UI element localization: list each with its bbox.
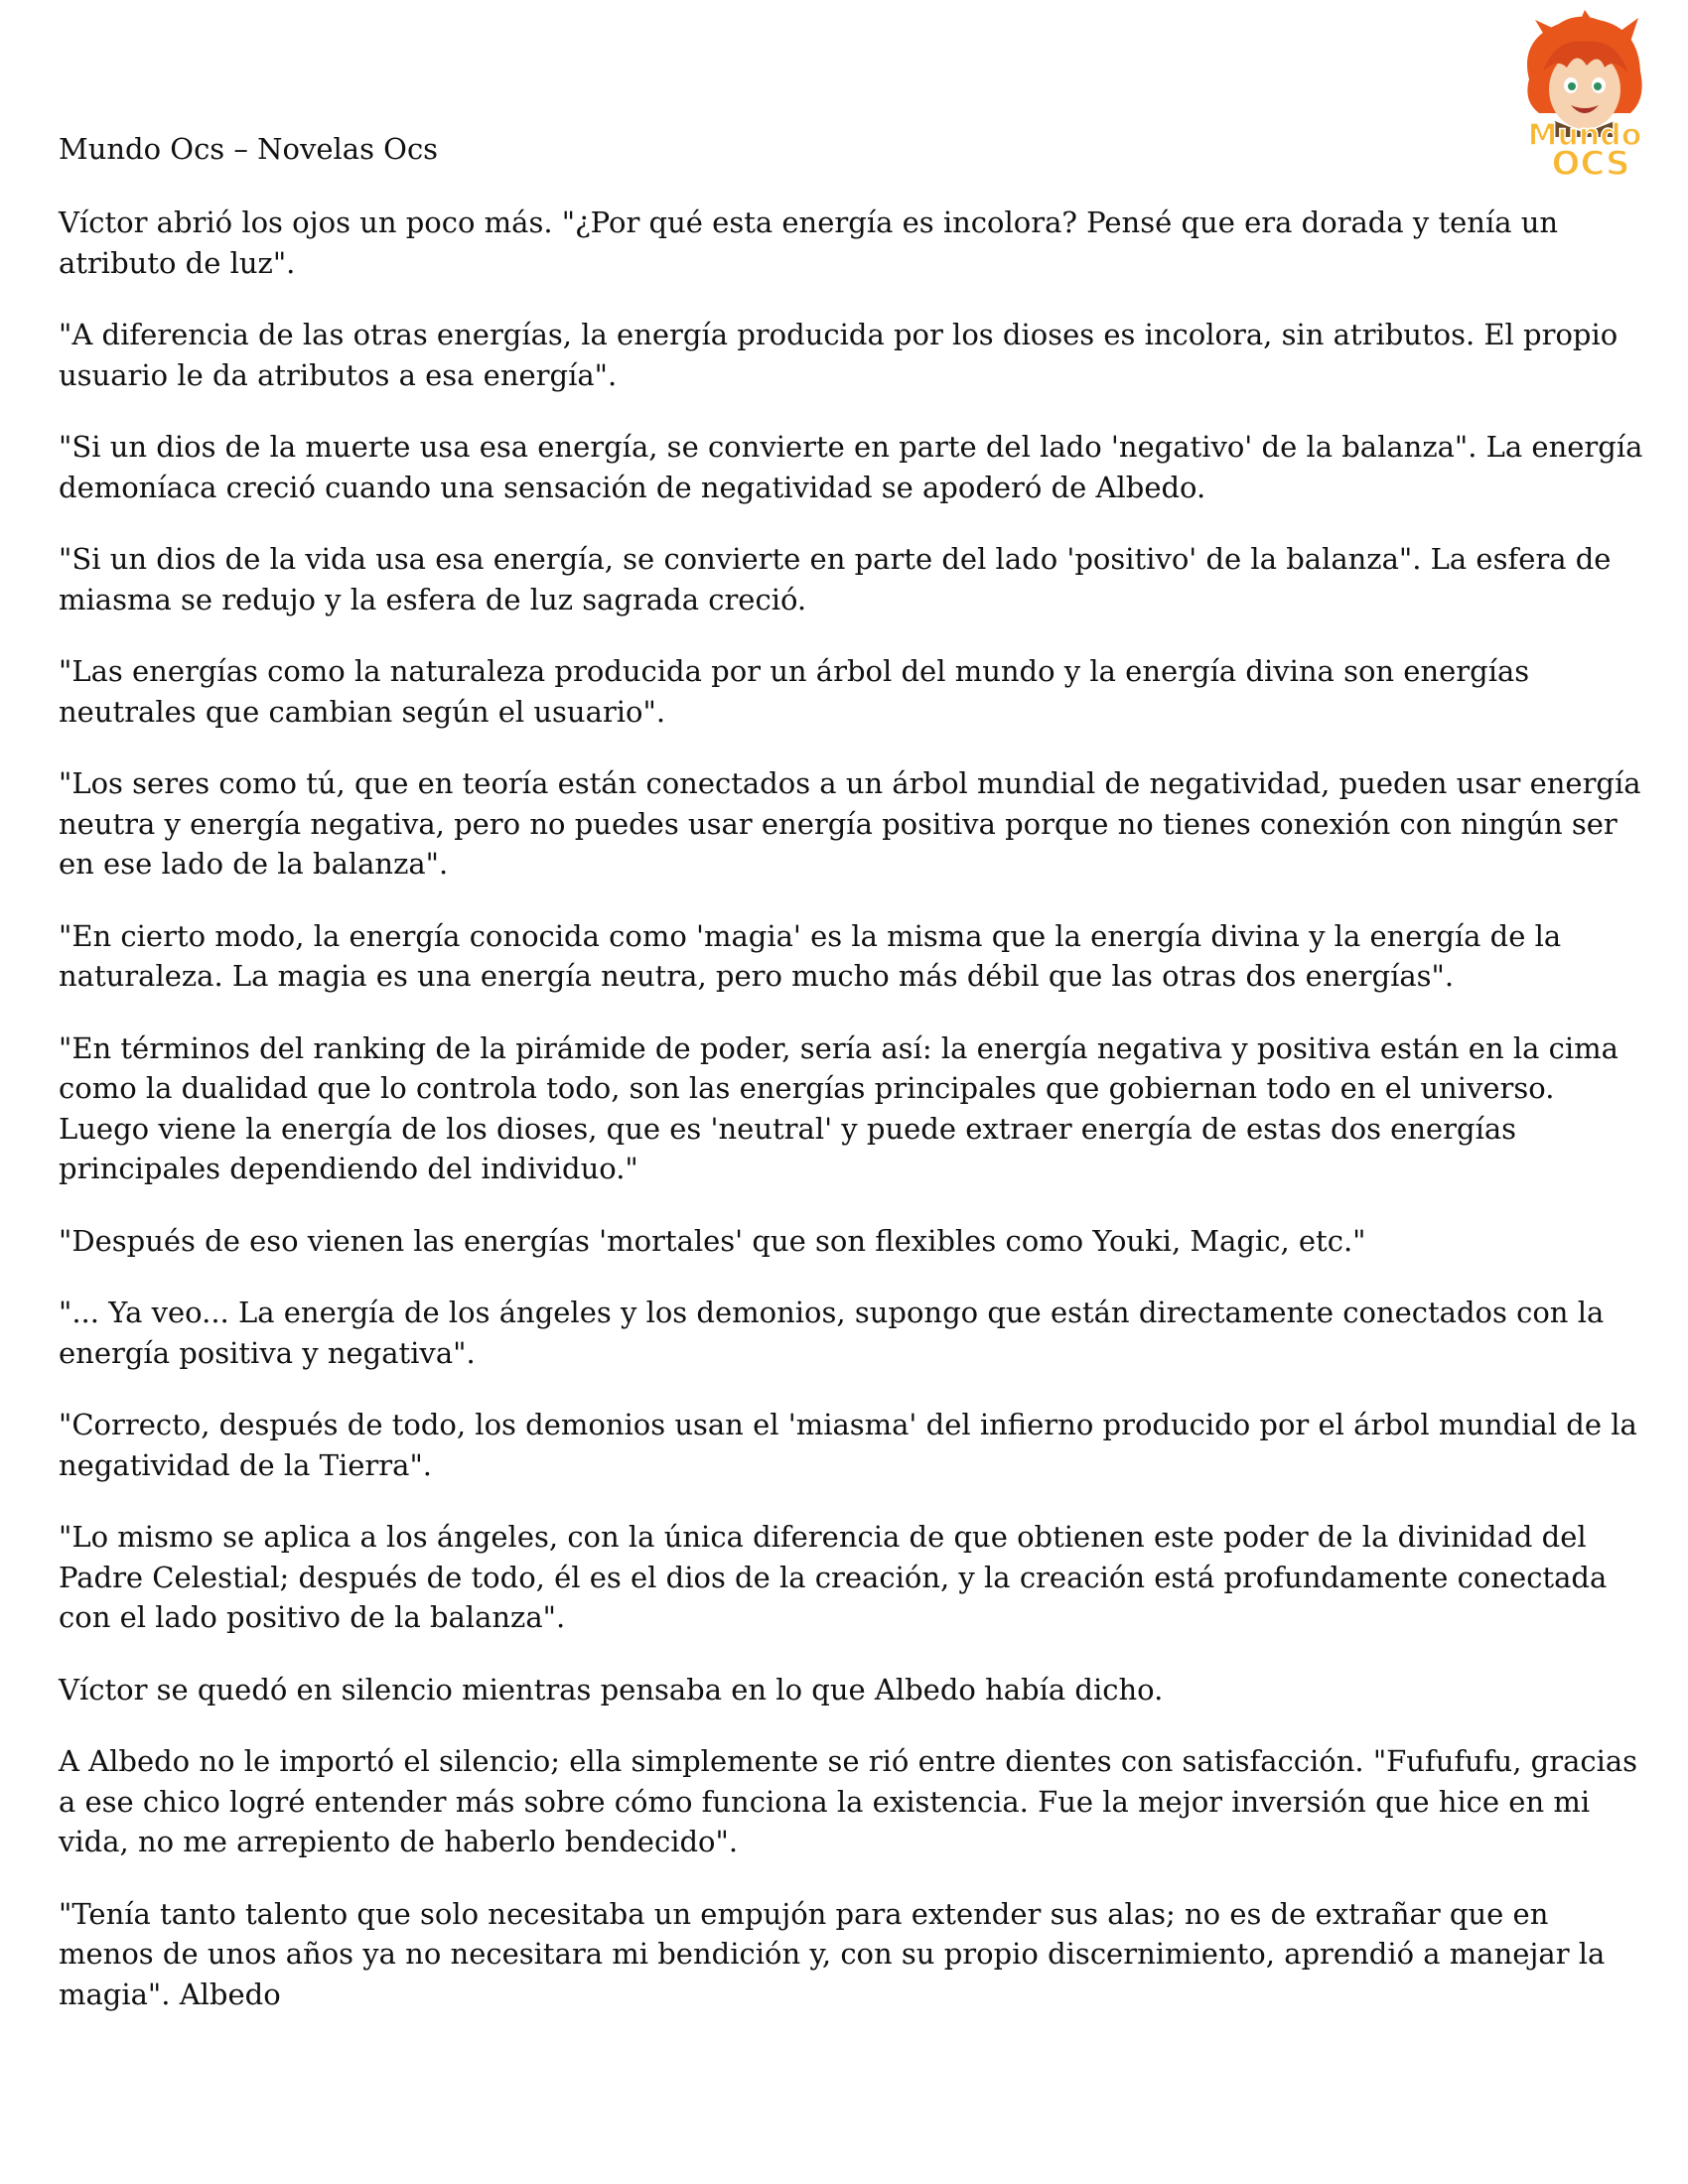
paragraph: "Lo mismo se aplica a los ángeles, con la única diferencia de que obtienen este poder de la divinidad del Padre Celestial; después de todo, él es el dios de la creación, y la creación está profundamente conectada con el lado positivo de la balanza". <box>59 1520 1608 1634</box>
paragraph: "Las energías como la naturaleza producida por un árbol del mundo y la energía divina son energías neutrales que cambian según el usuario". <box>59 654 1530 729</box>
paragraph: "En cierto modo, la energía conocida como 'magia' es la misma que la energía divina y la energía de la naturaleza. La magia es una energía neutra, pero mucho más débil que las otras dos energías". <box>59 918 1562 993</box>
paragraph: "... Ya veo... La energía de los ángeles y los demonios, supongo que están directamente conectados con la energía positiva y negativa". <box>59 1296 1605 1370</box>
page-header: Mundo Ocs – Novelas Ocs <box>59 132 439 166</box>
paragraph: "Tenía tanto talento que solo necesitaba un empujón para extender sus alas; no es de extrañar que en menos de unos años ya no necesitara mi bendición y, con su propio discernimiento, aprendió a manejar la magia". Albedo <box>59 1896 1606 2011</box>
story-body <box>59 203 1647 2046</box>
mundo-ocs-logo <box>1499 10 1670 181</box>
logo-mascot-icon <box>1499 10 1670 181</box>
paragraph: Víctor abrió los ojos un poco más. "¿Por qué esta energía es incolora? Pensé que era dorada y tenía un atributo de luz". <box>59 205 1559 280</box>
paragraph: "Correcto, después de todo, los demonios usan el 'miasma' del infierno producido por el árbol mundial de la negatividad de la Tierra". <box>59 1408 1637 1482</box>
paragraph: "Si un dios de la vida usa esa energía, se convierte en parte del lado 'positivo' de la balanza". La esfera de miasma se redujo y la esfera de luz sagrada creció. <box>59 542 1612 616</box>
paragraph: Víctor se quedó en silencio mientras pensaba en lo que Albedo había dicho. <box>59 1672 1164 1706</box>
paragraph: "Después de eso vienen las energías 'mortales' que son flexibles como Youki, Magic, etc." <box>59 1223 1366 1258</box>
paragraph: "Si un dios de la muerte usa esa energía, se convierte en parte del lado 'negativo' de la balanza". La energía demoníaca creció cuando una sensación de negatividad se apoderó de Albedo. <box>59 430 1643 504</box>
paragraph: "A diferencia de las otras energías, la energía producida por los dioses es incolora, sin atributos. El propio usuario le da atributos a esa energía". <box>59 318 1618 392</box>
logo-text-top: Mundo <box>1527 118 1642 153</box>
paragraph: "Los seres como tú, que en teoría están conectados a un árbol mundial de negatividad, pueden usar energía neutra y energía negativa, pero no puedes usar energía positiva porque no tienes conexión con ningún ser en ese lado de la balanza". <box>59 766 1641 881</box>
paragraph: A Albedo no le importó el silencio; ella simplemente se rió entre dientes con satisfacción. "Fufufufu, gracias a ese chico logré entender más sobre cómo funciona la existencia. Fue la mejor inversión que hice en mi vida, no me arrepiento de haberlo bendecido". <box>59 1744 1638 1858</box>
paragraph: "En términos del ranking de la pirámide de poder, sería así: la energía negativa y positiva están en la cima como la dualidad que lo controla todo, son las energías principales que gobiernan todo en el universo. Luego viene la energía de los dioses, que es 'neutral' y puede extraer energía de estas dos energías principales dependiendo del individuo." <box>59 1030 1618 1185</box>
logo-text-bottom: OCS <box>1551 144 1630 181</box>
